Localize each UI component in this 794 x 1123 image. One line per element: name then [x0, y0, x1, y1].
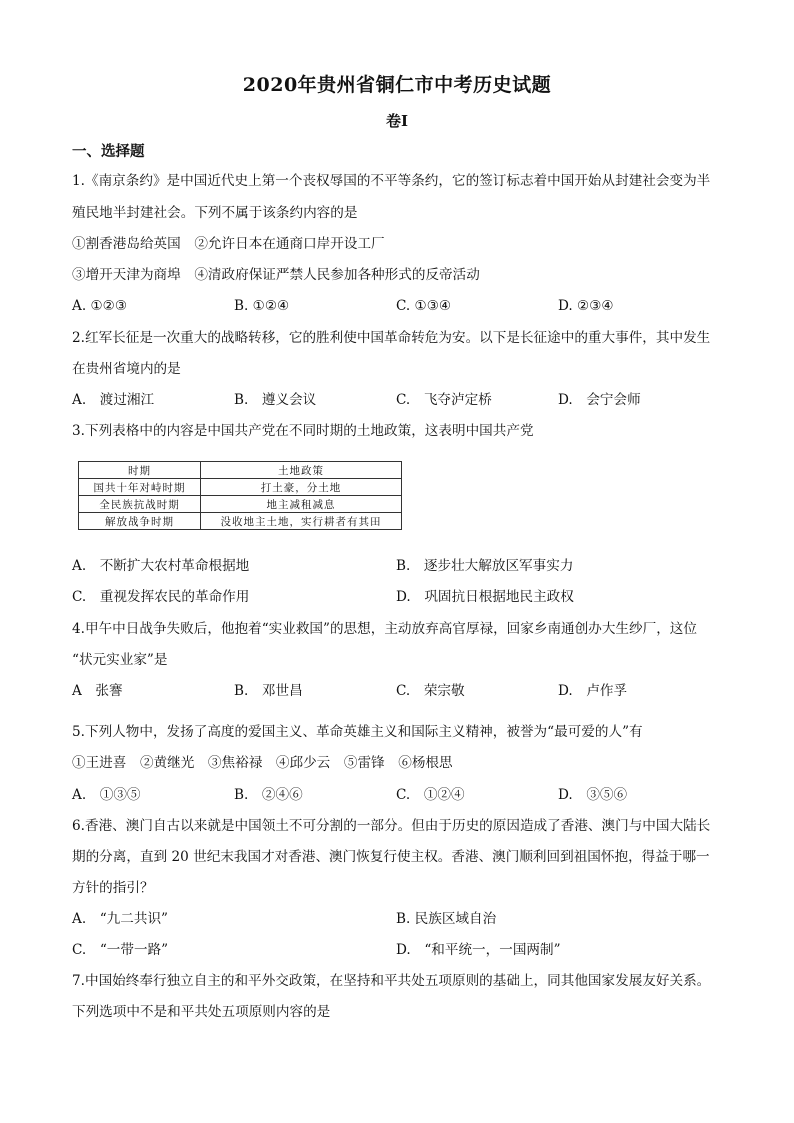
page-title: 2020年贵州省铜仁市中考历史试题 [242, 74, 552, 96]
question-4-option-c: C. 荣宗敬 [396, 683, 465, 699]
question-1-option-b: B. ①②④ [234, 298, 290, 314]
question-4-option-a: A 张謇 [72, 683, 123, 699]
question-1-text-line-2: 殖民地半封建社会。下列不属于该条约内容的是 [72, 205, 358, 221]
question-6-option-a: A. “九二共识” [72, 911, 169, 927]
land-policy-table [78, 461, 402, 530]
question-4-option-b: B. 邓世昌 [234, 683, 303, 699]
question-5-option-c: C. ①②④ [396, 787, 465, 803]
paper-volume-label: 卷I [385, 112, 409, 130]
question-4-text-line-1: 4.甲午中日战争失败后，他抱着“实业救国”的思想，主动放弃高官厚禄，回家乡南通创办大生纱厂，这位 [72, 621, 697, 637]
question-2-option-a: A. 渡过湘江 [72, 392, 155, 408]
table-cell-period: 国共十年对峙时期 [79, 479, 201, 496]
question-5-option-b: B. ②④⑥ [234, 787, 303, 803]
question-2-text-line-1: 2.红军长征是一次重大的战略转移，它的胜利使中国革命转危为安。以下是长征途中的重大事件，其中发生 [72, 330, 711, 346]
question-6-text-line-1: 6.香港、澳门自古以来就是中国领土不可分割的一部分。但由于历史的原因造成了香港、澳门与中国大陆长 [72, 818, 711, 834]
question-7-text-line-2: 下列选项中不是和平共处五项原则内容的是 [72, 1004, 331, 1020]
question-6-text-line-3: 方针的指引？ [72, 880, 154, 896]
question-7-text-line-1: 7.中国始终奉行独立自主的和平外交政策，在坚持和平共处五项原则的基础上，同其他国家发展友好关系。 [72, 973, 711, 989]
question-3-option-c: C. 重视发挥农民的革命作用 [72, 589, 250, 605]
question-6-text-line-2: 期的分离，直到 20 世纪末我国才对香港、澳门恢复行使主权。香港、澳门顺利回到祖国怀抱，得益于哪一 [72, 849, 710, 865]
table-row [79, 513, 402, 530]
question-3-text-line-1: 3.下列表格中的内容是中国共产党在不同时期的土地政策，这表明中国共产党 [72, 423, 534, 439]
question-1-text-line-1: 1.《南京条约》是中国近代史上第一个丧权辱国的不平等条约，它的签订标志着中国开始从封建社会变为半 [72, 173, 711, 189]
question-2-text-line-2: 在贵州省境内的是 [72, 361, 181, 377]
section-heading: 一、选择题 [72, 143, 145, 160]
question-5-option-d: D. ③⑤⑥ [558, 787, 628, 803]
table-header-policy: 土地政策 [201, 462, 402, 479]
question-6-option-c: C. “一带一路” [72, 942, 169, 958]
question-6-option-d: D. “和平统一，一国两制” [396, 942, 561, 958]
table-cell-period: 解放战争时期 [79, 513, 201, 530]
question-1-option-d: D. ②③④ [558, 298, 614, 314]
question-6-option-b: B. 民族区域自治 [396, 911, 497, 927]
table-cell-policy: 打土豪，分土地 [201, 479, 402, 496]
question-2-option-c: C. 飞夺泸定桥 [396, 392, 492, 408]
table-header-period: 时期 [79, 462, 201, 479]
question-4-text-line-2: “状元实业家”是 [72, 652, 168, 668]
question-3-option-d: D. 巩固抗日根据地民主政权 [396, 589, 574, 605]
question-5-items: ①王进喜 ②黄继光 ③焦裕禄 ④邱少云 ⑤雷锋 ⑥杨根思 [72, 755, 453, 771]
question-3-option-a: A. 不断扩大农村革命根据地 [72, 558, 250, 574]
table-row [79, 479, 402, 496]
question-1-option-c: C. ①③④ [396, 298, 452, 314]
question-5-option-a: A. ①③⑤ [72, 787, 141, 803]
question-3-option-b: B. 逐步壮大解放区军事实力 [396, 558, 574, 574]
question-1-items-a: ①割香港岛给英国 ②允许日本在通商口岸开设工厂 [72, 236, 385, 252]
question-5-text-line-1: 5.下列人物中，发扬了高度的爱国主义、革命英雄主义和国际主义精神，被誉为“最可爱的人”有 [72, 724, 643, 740]
table-cell-policy: 没收地主土地，实行耕者有其田 [201, 513, 402, 530]
table-cell-period: 全民族抗战时期 [79, 496, 201, 513]
question-4-option-d: D. 卢作孚 [558, 683, 628, 699]
question-2-option-b: B. 遵义会议 [234, 392, 317, 408]
table-header-row [79, 462, 402, 479]
question-2-option-d: D. 会宁会师 [558, 392, 641, 408]
question-1-items-b: ③增开天津为商埠 ④清政府保证严禁人民参加各种形式的反帝活动 [72, 267, 480, 283]
question-1-option-a: A. ①②③ [72, 298, 128, 314]
table-row [79, 496, 402, 513]
table-cell-policy: 地主减租减息 [201, 496, 402, 513]
